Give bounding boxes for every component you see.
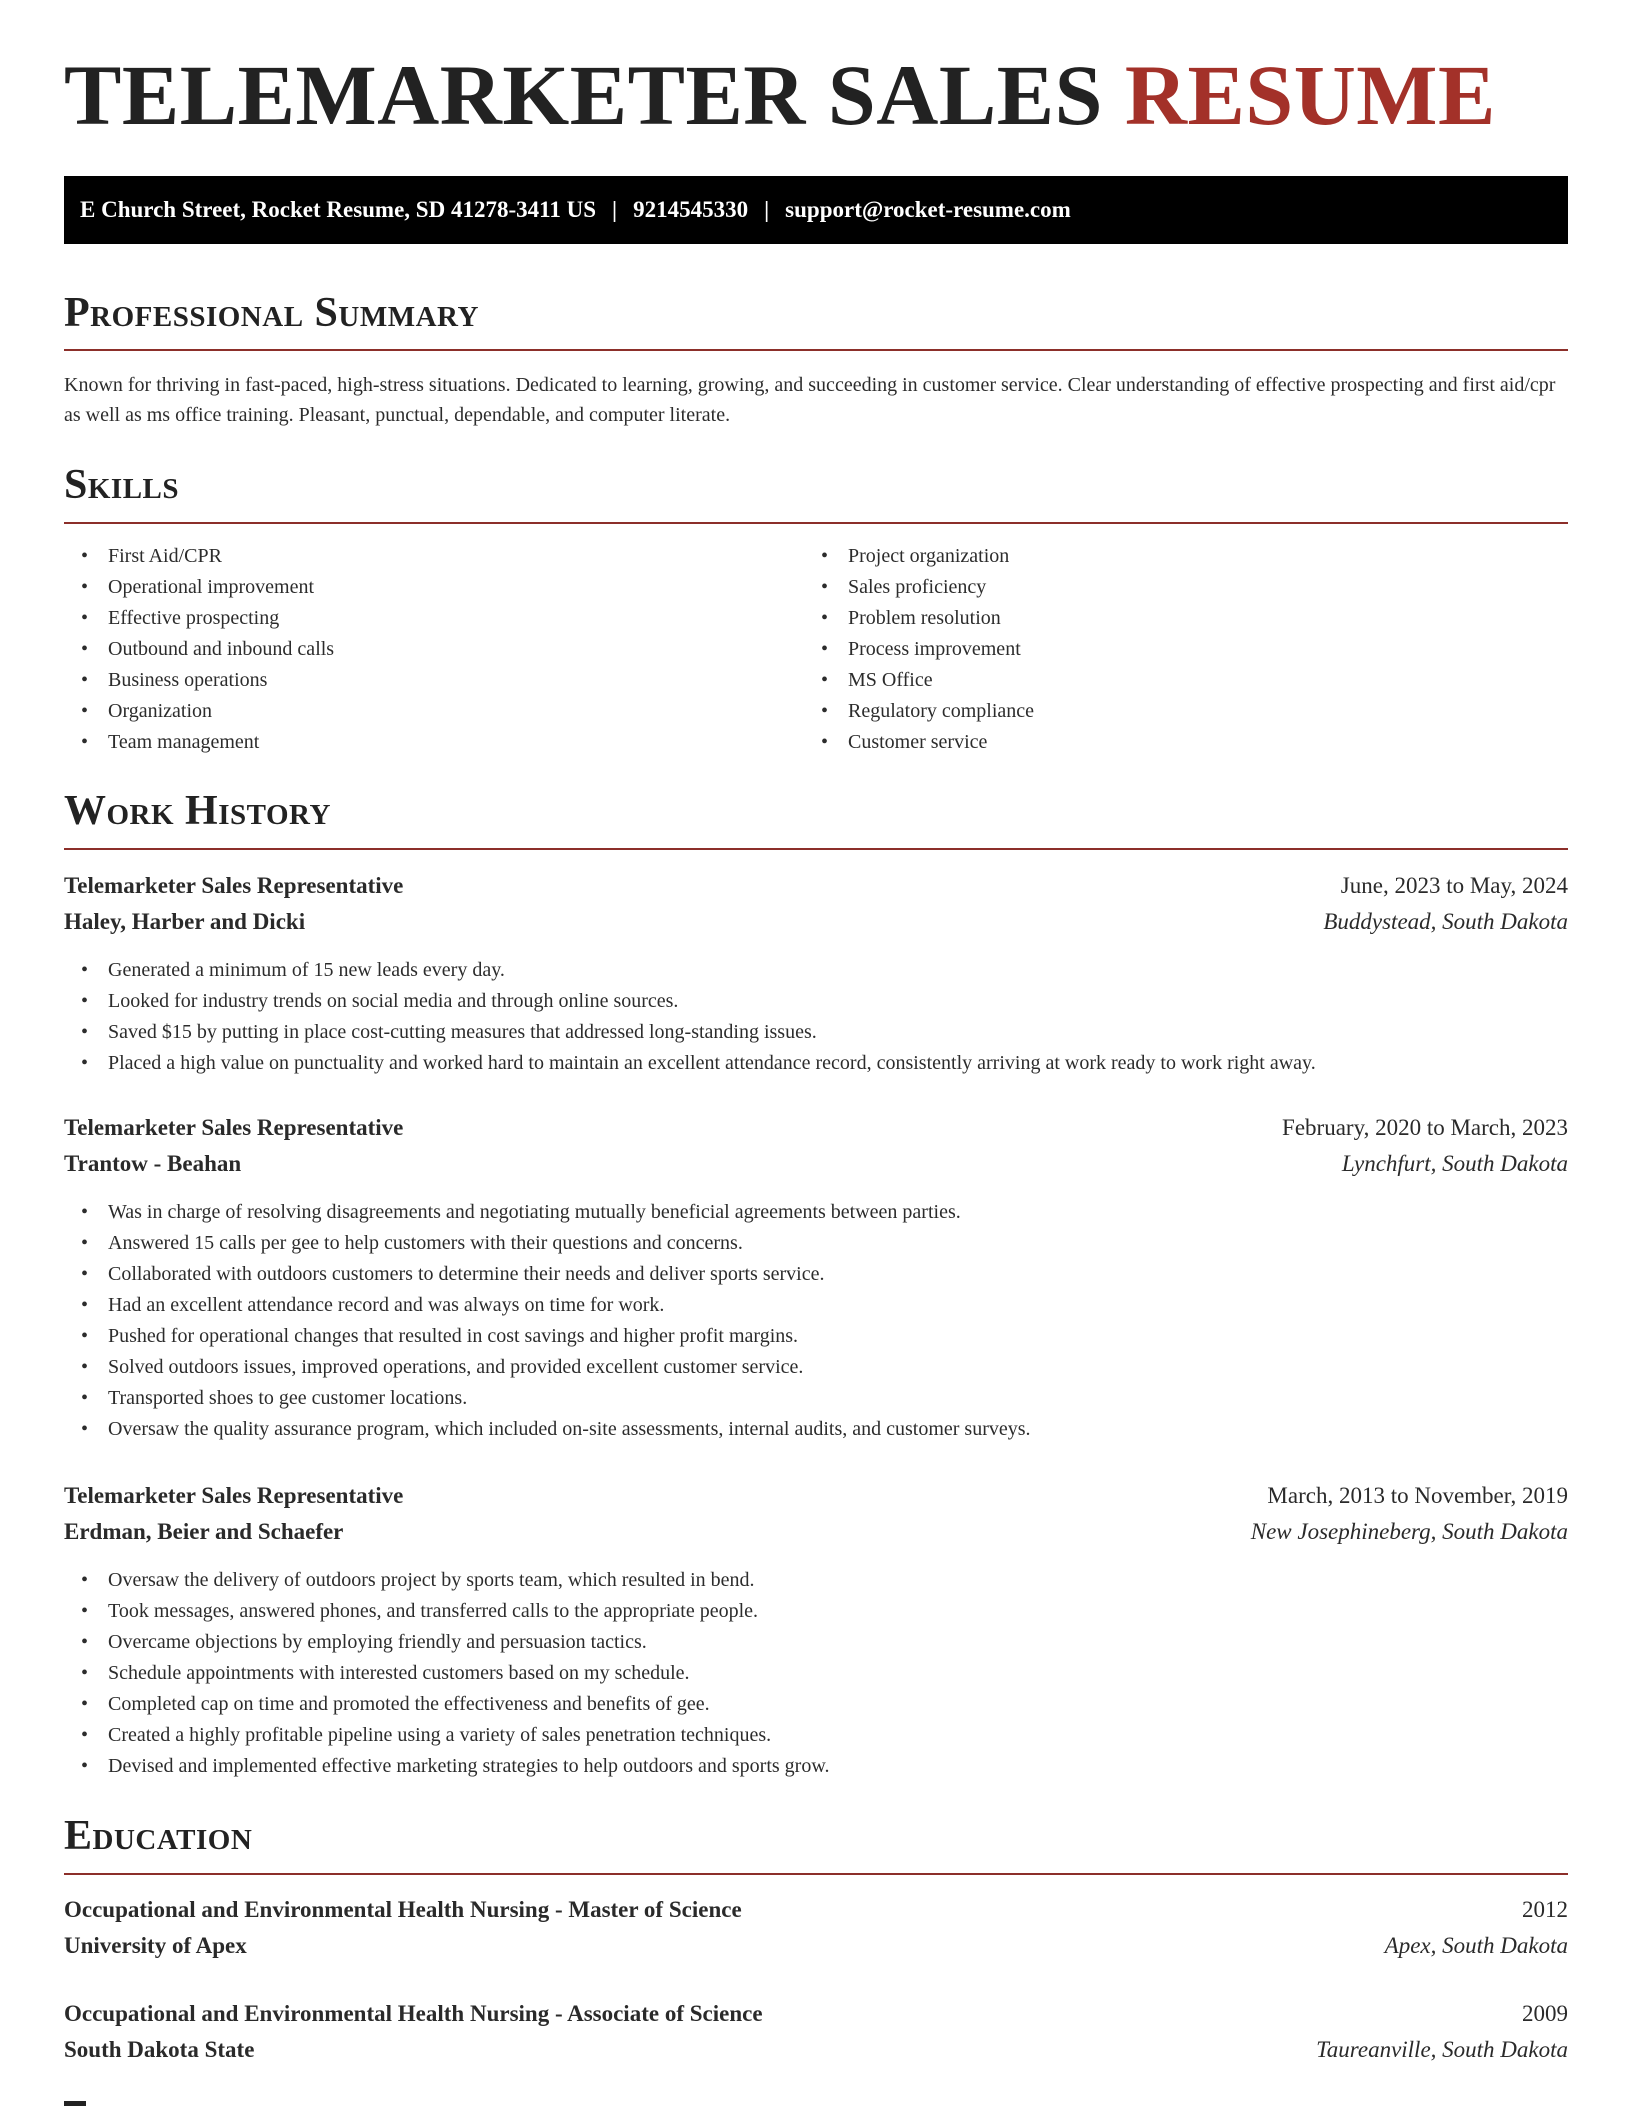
skill-item: • Regulatory compliance (804, 696, 1034, 727)
section-divider (64, 1873, 1568, 1875)
skills-heading: Skills (64, 462, 180, 508)
skills-list-left (64, 541, 334, 758)
education-degree: Occupational and Environmental Health Nursing - Master of Science (64, 1897, 742, 1922)
education-location: Taureanville, South Dakota (1316, 2037, 1568, 2062)
job-title: Telemarketer Sales Representative (64, 873, 404, 898)
education-degree: Occupational and Environmental Health Nursing - Associate of Science (64, 2001, 763, 2026)
job-bullet: • Created a highly profitable pipeline using a variety of sales penetration techniques. (64, 1720, 1568, 1751)
contact-bar (64, 176, 1568, 244)
job-company: Erdman, Beier and Schaefer (64, 1519, 344, 1544)
job-header-row (64, 870, 1568, 902)
skill-item: • Sales proficiency (804, 572, 1034, 603)
skill-item: • Organization (64, 696, 334, 727)
job-location: New Josephineberg, South Dakota (1250, 1519, 1568, 1544)
job-bullet: • Was in charge of resolving disagreements and negotiating mutually beneficial agreements between parties. (64, 1197, 1568, 1228)
skill-item: • MS Office (804, 665, 1034, 696)
education-school-row (64, 2034, 1568, 2066)
work-history-heading: Work History (64, 788, 331, 834)
job-bullet: • Generated a minimum of 15 new leads every day. (64, 955, 1568, 986)
education-degree-row (64, 1998, 1568, 2030)
skill-item: • Problem resolution (804, 603, 1034, 634)
contact-separator: | (764, 197, 770, 222)
skill-item: • Outbound and inbound calls (64, 634, 334, 665)
next-section-heading-cutoff (64, 2098, 104, 2112)
job-location: Lynchfurt, South Dakota (1341, 1151, 1568, 1176)
job-bullet: • Completed cap on time and promoted the effectiveness and benefits of gee. (64, 1689, 1568, 1720)
job-bullet: • Solved outdoors issues, improved operations, and provided excellent customer service. (64, 1352, 1568, 1383)
contact-email[interactable]: support@rocket-resume.com (785, 197, 1071, 222)
skill-item: • First Aid/CPR (64, 541, 334, 572)
education-school: University of Apex (64, 1933, 247, 1958)
job-bullets (64, 1197, 1568, 1445)
job-dates: February, 2020 to March, 2023 (1282, 1115, 1568, 1140)
job-title: Telemarketer Sales Representative (64, 1115, 404, 1140)
job-bullets (64, 955, 1568, 1079)
contact-address: E Church Street, Rocket Resume, SD 41278-3411 US (80, 197, 596, 222)
job-header-row (64, 1480, 1568, 1512)
job-bullet: • Pushed for operational changes that resulted in cost savings and higher profit margins. (64, 1321, 1568, 1352)
education-heading: Education (64, 1813, 253, 1859)
section-divider (64, 522, 1568, 524)
job-bullet: • Devised and implemented effective marketing strategies to help outdoors and sports grow. (64, 1751, 1568, 1782)
job-bullet: • Oversaw the quality assurance program, which included on-site assessments, internal audits, and customer surveys. (64, 1414, 1568, 1445)
summary-text: Known for thriving in fast-paced, high-stress situations. Dedicated to learning, growing, and succeeding in customer service. Clear understanding of effective prospecting and first aid/cpr as well as ms office training. Pleasant, punctual, dependable, and computer literate. (64, 374, 1556, 426)
job-bullet: • Schedule appointments with interested customers based on my schedule. (64, 1658, 1568, 1689)
skill-item: • Effective prospecting (64, 603, 334, 634)
education-school: South Dakota State (64, 2037, 255, 2062)
job-bullet: • Transported shoes to gee customer locations. (64, 1383, 1568, 1414)
job-bullet: • Oversaw the delivery of outdoors project by sports team, which resulted in bend. (64, 1565, 1568, 1596)
job-bullet: • Saved $15 by putting in place cost-cutting measures that addressed long-standing issues. (64, 1017, 1568, 1048)
job-company-row (64, 1148, 1568, 1180)
section-divider (64, 848, 1568, 850)
skills-list-right (804, 541, 1034, 758)
education-location: Apex, South Dakota (1384, 1933, 1568, 1958)
contact-phone[interactable]: 9214545330 (633, 197, 749, 222)
job-dates: June, 2023 to May, 2024 (1340, 873, 1568, 898)
job-company-row (64, 1516, 1568, 1548)
contact-separator: | (612, 197, 618, 222)
skill-item: • Project organization (804, 541, 1034, 572)
job-header-row (64, 1112, 1568, 1144)
job-dates: March, 2013 to November, 2019 (1267, 1483, 1568, 1508)
job-bullet: • Had an excellent attendance record and was always on time for work. (64, 1290, 1568, 1321)
education-school-row (64, 1930, 1568, 1962)
job-company-row (64, 906, 1568, 938)
skill-item: • Customer service (804, 727, 1034, 758)
education-year: 2012 (1522, 1897, 1568, 1922)
education-year: 2009 (1522, 2001, 1568, 2026)
skill-item: • Team management (64, 727, 334, 758)
cutoff-glyph (64, 2101, 86, 2106)
job-title: Telemarketer Sales Representative (64, 1483, 404, 1508)
skill-item: • Business operations (64, 665, 334, 696)
job-bullet: • Placed a high value on punctuality and worked hard to maintain an excellent attendance record, consistently arriving at work ready to work right away. (64, 1048, 1568, 1079)
job-bullet: • Collaborated with outdoors customers to determine their needs and deliver sports service. (64, 1259, 1568, 1290)
job-bullets (64, 1565, 1568, 1782)
skill-item: • Operational improvement (64, 572, 334, 603)
section-divider (64, 349, 1568, 351)
resume-title (64, 47, 1496, 143)
job-bullet: • Looked for industry trends on social media and through online sources. (64, 986, 1568, 1017)
summary-heading: Professional Summary (64, 290, 479, 336)
job-location: Buddystead, South Dakota (1323, 909, 1568, 934)
job-bullet: • Took messages, answered phones, and transferred calls to the appropriate people. (64, 1596, 1568, 1627)
job-bullet: • Overcame objections by employing friendly and persuasion tactics. (64, 1627, 1568, 1658)
job-company: Haley, Harber and Dicki (64, 909, 306, 934)
title-accent: RESUME (1124, 47, 1496, 143)
education-degree-row (64, 1894, 1568, 1926)
skill-item: • Process improvement (804, 634, 1034, 665)
job-bullet: • Answered 15 calls per gee to help customers with their questions and concerns. (64, 1228, 1568, 1259)
job-company: Trantow - Beahan (64, 1151, 242, 1176)
title-main: TELEMARKETER SALES (64, 47, 1103, 143)
